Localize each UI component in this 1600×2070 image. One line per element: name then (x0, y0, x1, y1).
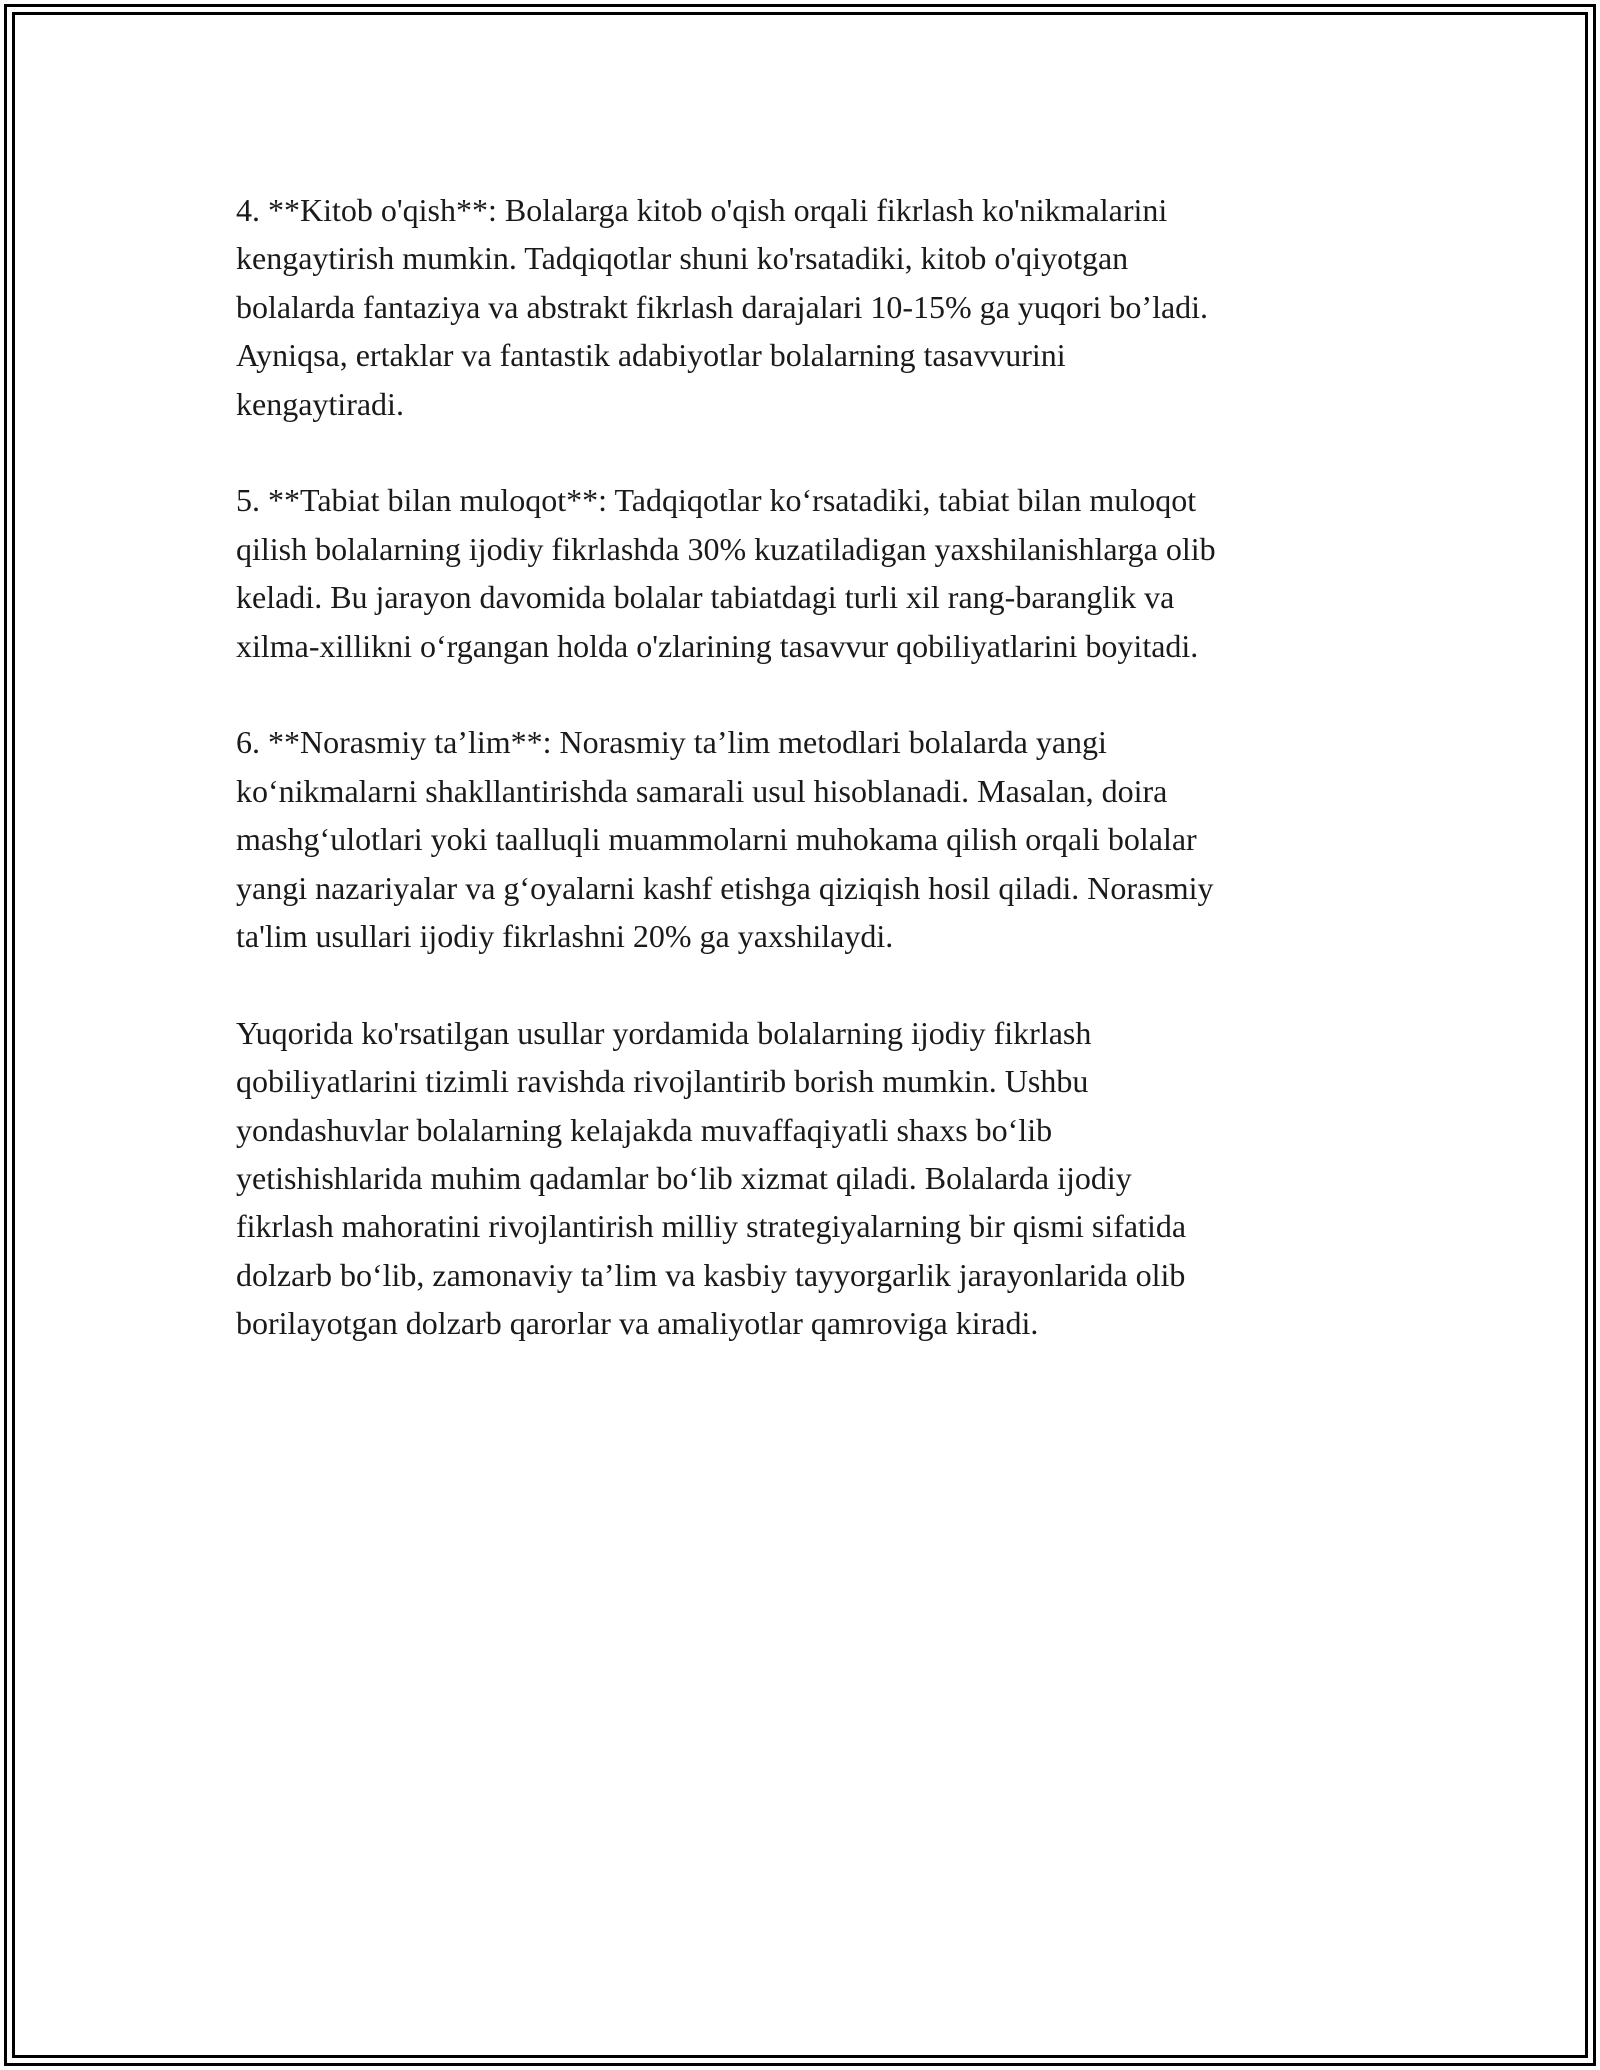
paragraph-norasmiy-talim: 6. **Norasmiy ta’lim**: Norasmiy ta’lim metodlari bolalarda yangi koʻnikmalarni shakllantirishda samarali usul hisoblanadi. Masalan, doira mashgʻulotlari yoki taalluqli muammolarni muhokama qilish orqali bolalar yangi nazariyalar va gʻoyalarni kashf etishga qiziqish hosil qiladi. Norasmiy ta'lim usullari ijodiy fikrlashni 20% ga yaxshilaydi. (236, 724, 1214, 955)
paragraph-kitob-oqish: 4. **Kitob o'qish**: Bolalarga kitob o'qish orqali fikrlash ko'nikmalarini kengaytirish mumkin. Tadqiqotlar shuni ko'rsatadiki, kitob o'qiyotgan bolalarda fantaziya va abstrakt fikrlash darajalari 10-15% ga yuqori bo’ladi. Ayniqsa, ertaklar va fantastik adabiyotlar bolalarning tasavvurini kengaytiradi. (236, 192, 1209, 422)
paragraph-conclusion: Yuqorida ko'rsatilgan usullar yordamida bolalarning ijodiy fikrlash qobiliyatlarini tizimli ravishda rivojlantirib borish mumkin. Ushbu yondashuvlar bolalarning kelajakda muvaffaqiyatli shaxs boʻlib yetishishlarida muhim qadamlar boʻlib xizmat qiladi. Bolalarda ijodiy fikrlash mahoratini rivojlantirish milliy strategiyalarning bir qismi sifatida dolzarb boʻlib, zamonaviy ta’lim va kasbiy tayyorgarlik jarayonlarida olib borilayotgan dolzarb qarorlar va amaliyotlar qamroviga kiradi. (236, 1014, 1187, 1342)
paragraph-tabiat-bilan-muloqot: 5. **Tabiat bilan muloqot**: Tadqiqotlar koʻrsatadiki, tabiat bilan muloqot qilish bolalarning ijodiy fikrlashda 30% kuzatiladigan yaxshilanishlarga olib keladi. Bu jarayon davomida bolalar tabiatdagi turli xil rang-baranglik va xilma-xillikni oʻrgangan holda o'zlarining tasavvur qobiliyatlarini boyitadi. (236, 482, 1216, 664)
document-body (236, 186, 1366, 1396)
